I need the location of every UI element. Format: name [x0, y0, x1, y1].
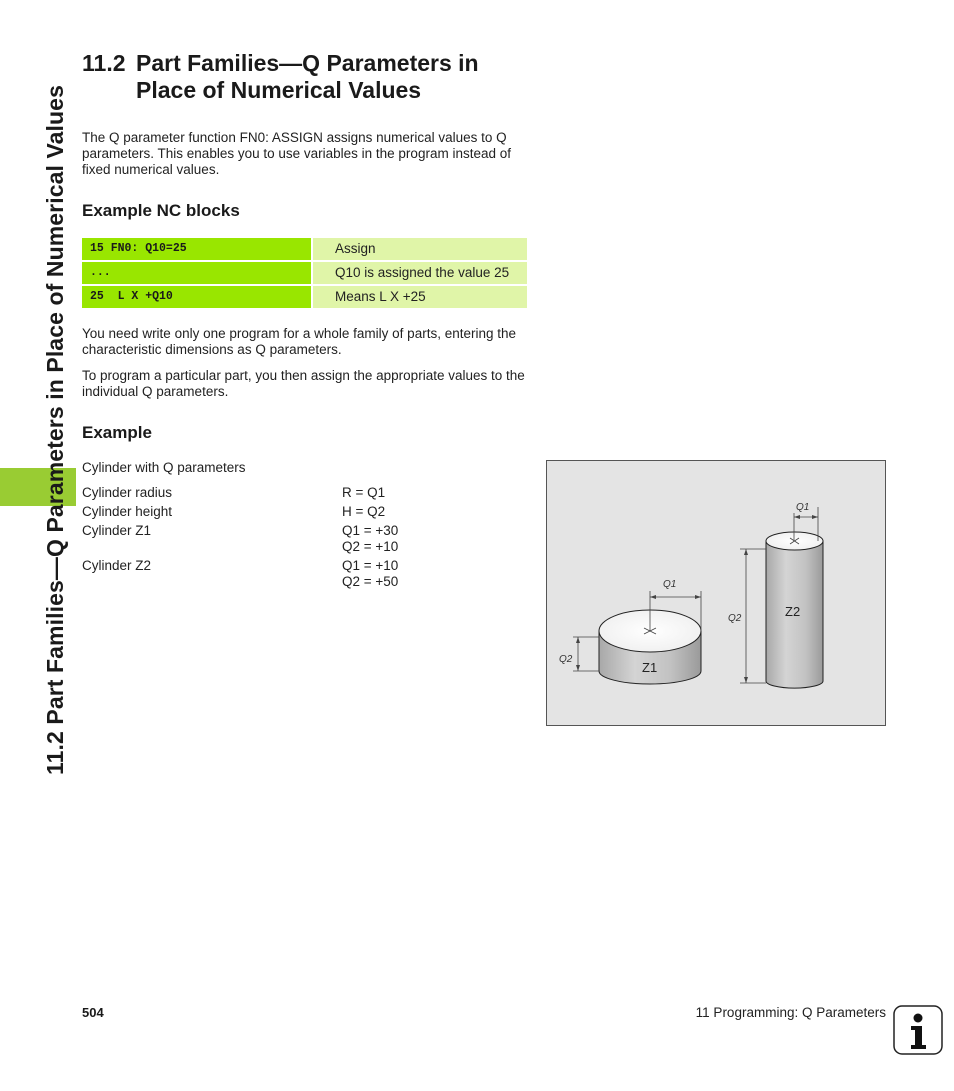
title-line1: Part Families—Q Parameters in [136, 50, 479, 76]
param-label: Cylinder radius [82, 485, 173, 500]
list-item [82, 558, 482, 574]
list-item [82, 523, 482, 539]
param-value: Q2 = +10 [342, 539, 399, 554]
list-item [82, 504, 482, 520]
nc-code: 25 L X +Q10 [82, 286, 311, 308]
param-label [82, 539, 342, 555]
z2-label: Z2 [785, 604, 801, 619]
param-value: Q1 = +10 [342, 558, 399, 573]
nc-row [82, 262, 527, 284]
cylinder-z2 [740, 507, 823, 688]
nc-desc: Means L X +25 [313, 286, 527, 308]
example-heading: Example [82, 423, 152, 442]
param-label [82, 574, 342, 590]
nc-heading: Example NC blocks [82, 201, 240, 220]
list-item [82, 574, 482, 590]
nc-code: ... [82, 262, 311, 284]
cylinder-figure [546, 460, 886, 726]
example-intro: Cylinder with Q parameters [82, 460, 246, 475]
param-value: H = Q2 [342, 504, 386, 519]
param-value: R = Q1 [342, 485, 386, 500]
side-title [0, 0, 76, 1091]
section-number: 11.2 [82, 50, 126, 76]
example-parameter-list [82, 485, 482, 590]
nc-desc: Assign [313, 238, 527, 260]
intro-paragraph: The Q parameter function FN0: ASSIGN assigns numerical values to Q parameters. This enables you to use variables in the program instead of fixed numerical values. [82, 130, 511, 177]
family-paragraph: You need write only one program for a whole family of parts, entering the characteristic dimensions as Q parameters. [82, 326, 516, 357]
chapter-footer: 11 Programming: Q Parameters [695, 1005, 886, 1020]
list-item [82, 539, 482, 555]
page-title [82, 50, 479, 104]
list-item [82, 485, 482, 501]
nc-desc: Q10 is assigned the value 25 [313, 262, 527, 284]
q2-small-label: Q2 [559, 654, 573, 665]
nc-row [82, 286, 527, 308]
param-value: Q2 = +50 [342, 574, 399, 589]
title-line2: Place of Numerical Values [136, 77, 422, 103]
param-label: Cylinder Z2 [82, 558, 152, 573]
z1-label: Z1 [642, 660, 658, 675]
nc-row [82, 238, 527, 260]
param-value: Q1 = +30 [342, 523, 399, 538]
assign-paragraph: To program a particular part, you then assign the appropriate values to the individual Q parameters. [82, 368, 525, 399]
q1-tall-label: Q1 [796, 502, 810, 513]
param-label: Cylinder Z1 [82, 523, 152, 538]
nc-blocks-table [82, 238, 527, 310]
nc-code: 15 FN0: Q10=25 [82, 238, 311, 260]
cylinder-z1 [573, 591, 701, 684]
cylinder-diagram [547, 461, 887, 727]
param-label: Cylinder height [82, 504, 173, 519]
q2-tall-label: Q2 [728, 613, 742, 624]
q1-small-label: Q1 [663, 579, 677, 590]
vertical-section-title: 11.2 Part Families—Q Parameters in Place of Numerical Values [42, 85, 68, 775]
page-number: 504 [82, 1005, 104, 1020]
info-icon [893, 1005, 943, 1055]
